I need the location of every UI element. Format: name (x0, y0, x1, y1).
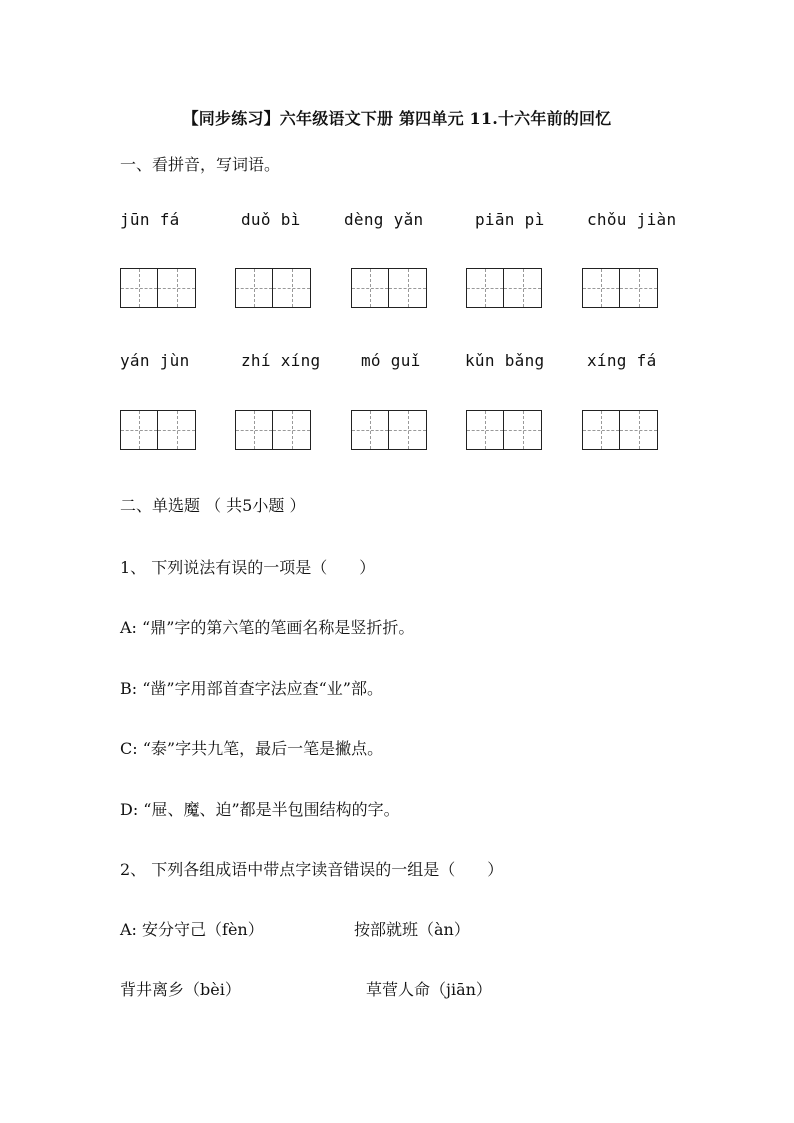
writing-box[interactable] (582, 268, 658, 308)
writing-box[interactable] (120, 268, 196, 308)
pinyin-item: dèng yǎn (344, 210, 424, 229)
pinyin-item: kǔn bǎng (465, 351, 545, 370)
writing-box[interactable] (466, 410, 542, 450)
pinyin-row-2 (0, 351, 794, 375)
question-2-stem: 2、 下列各组成语中带点字读音错误的一组是（ ） (120, 860, 504, 879)
question-1-option-c: C: “泰”字共九笔，最后一笔是撇点。 (120, 739, 384, 758)
pinyin-item: zhí xíng (241, 351, 321, 370)
pinyin-item: yán jùn (120, 351, 190, 370)
question-2-option-a-left-2: 背井离乡（bèi） (120, 980, 241, 999)
writing-box-row-2 (0, 410, 794, 452)
section2-heading: 二、单选题 （ 共5小题 ） (120, 496, 306, 515)
pinyin-item: chǒu jiàn (587, 210, 677, 229)
writing-box[interactable] (582, 410, 658, 450)
question-1-option-d: D: “屉、魔、迫”都是半包围结构的字。 (120, 800, 400, 819)
page-title: 【同步练习】六年级语文下册 第四单元 11.十六年前的回忆 (182, 109, 612, 128)
question-1-option-a: A: “鼎”字的第六笔的笔画名称是竖折折。 (120, 618, 415, 637)
pinyin-item: piān pì (475, 210, 545, 229)
section1-heading: 一、看拼音，写词语。 (120, 155, 281, 174)
question-2-option-a-right-2: 草菅人命（jiān） (366, 980, 492, 999)
pinyin-row-1 (0, 210, 794, 234)
writing-box[interactable] (235, 410, 311, 450)
pinyin-item: jūn fá (120, 210, 180, 229)
writing-box[interactable] (351, 268, 427, 308)
question-1-option-b: B: “凿”字用部首查字法应查“业”部。 (120, 679, 383, 698)
writing-box[interactable] (235, 268, 311, 308)
writing-box[interactable] (120, 410, 196, 450)
question-1-stem: 1、 下列说法有误的一项是（ ） (120, 558, 376, 577)
writing-box-row-1 (0, 268, 794, 310)
question-2-option-a-left: A: 安分守己（fèn） (120, 920, 264, 939)
writing-box[interactable] (466, 268, 542, 308)
writing-box[interactable] (351, 410, 427, 450)
pinyin-item: duǒ bì (241, 210, 301, 229)
pinyin-item: xíng fá (587, 351, 657, 370)
pinyin-item: mó guǐ (361, 351, 421, 370)
question-2-option-a-right: 按部就班（àn） (354, 920, 470, 939)
